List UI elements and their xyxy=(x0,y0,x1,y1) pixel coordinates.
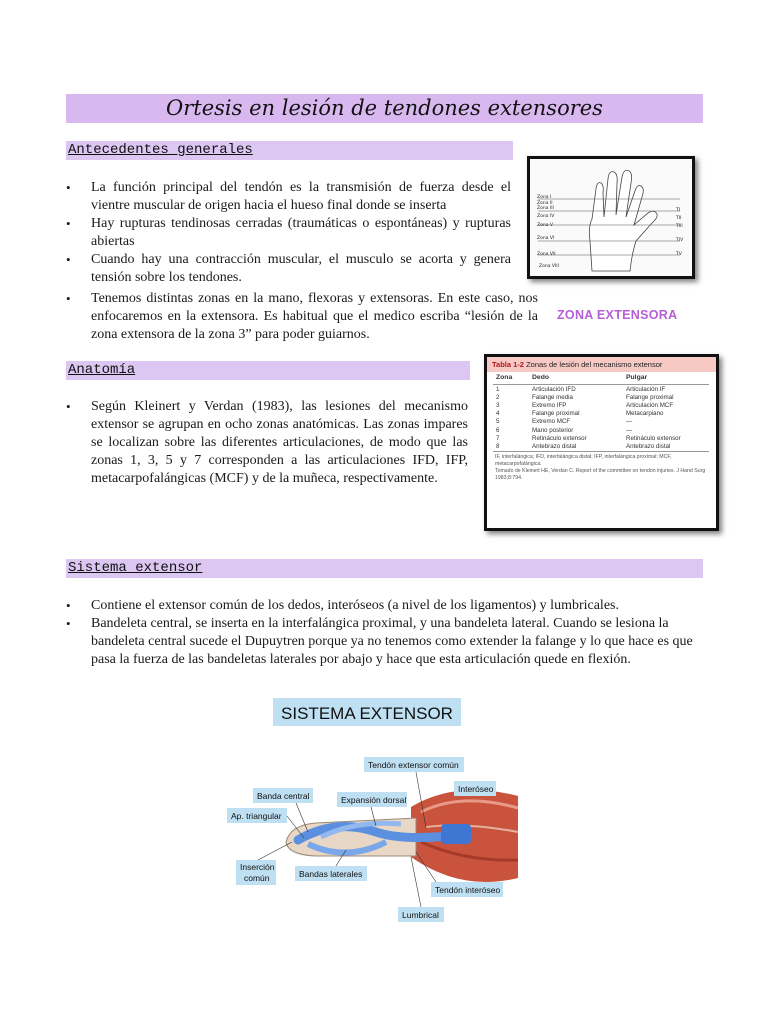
cell: Falange media xyxy=(532,393,573,401)
cell: Articulación MCF xyxy=(626,401,674,409)
cell: 6 xyxy=(496,426,500,434)
table-title-text: Zonas de lesión del mecanismo extensor xyxy=(526,360,663,369)
hand-label-right: TI xyxy=(676,208,681,213)
section-heading: Antecedentes generales xyxy=(68,142,253,158)
table-row xyxy=(493,426,709,434)
title-bar xyxy=(66,94,703,123)
label-tendon-extensor-comun: Tendón extensor común xyxy=(368,760,459,770)
label-tendon-interoseo: Tendón interóseo xyxy=(435,885,501,895)
label-expansion-dorsal: Expansión dorsal xyxy=(341,795,407,805)
extensor-figure-title: SISTEMA EXTENSOR xyxy=(281,704,453,723)
extensor-system-figure xyxy=(226,692,522,932)
table-footnote-abbrev: IF, interfalángica; IFD, interfalángica distal; IFP, interfalángica proximal; MCF, metacarpofalángica. xyxy=(495,453,672,467)
cell: Falange proximal xyxy=(532,410,580,418)
cell: Antebrazo distal xyxy=(626,442,671,450)
list-item: • Según Kleinert y Verdan (1983), las lesiones del mecanismo extensor se agrupan en ocho zonas anatómicas. Las zonas impares se localizan sobre las diferentes articulaciones, de modo que las zonas 1, 3, 5 y 7 corresponden a las articulaciones IFD, IFP, metacarpofalángicas (MCF) y de la muñeca, respectivamente. xyxy=(66,398,468,488)
sistema-list xyxy=(66,597,706,669)
hand-label-right: TV xyxy=(676,252,682,257)
cell: Retináculo extensor xyxy=(532,434,587,442)
cell: 4 xyxy=(496,410,500,418)
hand-label-left: Zona IV xyxy=(537,214,555,219)
label-comun: común xyxy=(244,873,270,883)
list-item: • Bandeleta central, se inserta en la interfalángica proximal, y una bandeleta lateral. Cuando se lesiona la bandeleta central sucede el Dupuytren porque ya no tenemos como extender la falange y lo que hace es que pasa la fuerza de las bandeletas laterales por abajo y hace que esta articulación quede en flexión. xyxy=(66,615,706,669)
label-interoseo: Interóseo xyxy=(458,784,494,794)
antecedentes-list xyxy=(66,179,511,287)
cell: — xyxy=(626,418,633,426)
cell: 1 xyxy=(496,385,500,393)
table-row xyxy=(493,393,709,401)
list-item: • Hay rupturas tendinosas cerradas (traumáticas o espontáneas) y rupturas abiertas xyxy=(66,215,511,251)
zone-table xyxy=(493,372,709,452)
hand-zones-illustration xyxy=(530,159,692,276)
section-header-anatomia xyxy=(66,361,470,380)
hand-label-left: Zona II xyxy=(537,201,553,206)
table-row xyxy=(493,442,709,451)
label-bandas-laterales: Bandas laterales xyxy=(299,869,363,879)
cell: 3 xyxy=(496,401,500,409)
hand-label-left: Zona VIII xyxy=(539,264,559,269)
list-item: • Tenemos distintas zonas en la mano, flexoras y extensoras. En este caso, nos enfocaremos en la extensora. Es habitual que el medico escriba “lesión de la zona extensora de la zona 3” para poder guiarnos. xyxy=(66,290,538,344)
column-header: Dedo xyxy=(529,372,623,385)
zona-extensora-caption: ZONA EXTENSORA xyxy=(557,308,678,322)
cell: Articulación IFD xyxy=(532,385,576,393)
column-header: Zona xyxy=(493,372,529,385)
section-header-antecedentes xyxy=(66,141,513,160)
cell: 2 xyxy=(496,393,500,401)
column-header: Pulgar xyxy=(623,372,709,385)
label-ap-triangular: Ap. triangular xyxy=(231,811,282,821)
list-item: • Cuando hay una contracción muscular, el musculo se acorta y genera tensión sobre los tendones. xyxy=(66,251,511,287)
hand-label-right: TIV xyxy=(676,238,684,243)
cell: 8 xyxy=(496,442,500,450)
label-banda-central: Banda central xyxy=(257,791,310,801)
cell: Articulación IF xyxy=(626,385,666,393)
label-insercion: Inserción xyxy=(240,862,275,872)
cell: Metacarpiano xyxy=(626,410,664,418)
table-title xyxy=(487,357,716,372)
cell: 7 xyxy=(496,434,500,442)
cell: Retináculo extensor xyxy=(626,434,681,442)
section-header-sistema xyxy=(66,559,703,578)
cell: 5 xyxy=(496,418,500,426)
hand-label-left: Zona VI xyxy=(537,236,555,241)
table-footnote-source: Tomado de Kleinert HE, Verdan C. Report of the committee on tendon injuries. J Hand Surg 1983;8:794. xyxy=(495,467,706,481)
cell: Mano posterior xyxy=(532,426,574,434)
list-item: • Contiene el extensor común de los dedos, interóseos (a nivel de los ligamentos) y lumbricales. xyxy=(66,597,706,615)
cell: Extremo IFP xyxy=(532,401,567,409)
page-title: Ortesis en lesión de tendones extensores xyxy=(166,96,603,120)
cell: — xyxy=(626,426,633,434)
table-row xyxy=(493,410,709,418)
anatomia-list xyxy=(66,398,468,488)
cell: Extremo MCF xyxy=(532,418,571,426)
hand-zones-figure xyxy=(527,156,695,279)
hand-label-left: Zona VII xyxy=(537,252,556,257)
list-item: • La función principal del tendón es la transmisión de fuerza desde el vientre muscular de origen hacia el hueso final donde se inserta xyxy=(66,179,511,215)
hand-label-left: Zona I xyxy=(537,195,552,200)
hand-label-right: TIII xyxy=(676,224,683,229)
cell: Antebrazo distal xyxy=(532,442,577,450)
label-lumbrical: Lumbrical xyxy=(402,910,439,920)
hand-label-left: Zona V xyxy=(537,223,553,228)
table-row xyxy=(493,385,709,394)
table-row xyxy=(493,434,709,442)
section-heading: Anatomía xyxy=(68,362,136,378)
extensor-system-illustration xyxy=(226,692,522,932)
hand-label-right: TII xyxy=(676,216,682,221)
cell: Falange proximal xyxy=(626,393,674,401)
antecedentes-list-wide xyxy=(66,290,538,344)
section-heading: Sistema extensor xyxy=(68,560,203,576)
table-number: Tabla 1-2 xyxy=(492,360,524,369)
table-footnote xyxy=(487,452,716,484)
table-row xyxy=(493,401,709,409)
hand-label-left: Zona III xyxy=(537,206,554,211)
zone-table-figure xyxy=(484,354,719,531)
table-row xyxy=(493,418,709,426)
